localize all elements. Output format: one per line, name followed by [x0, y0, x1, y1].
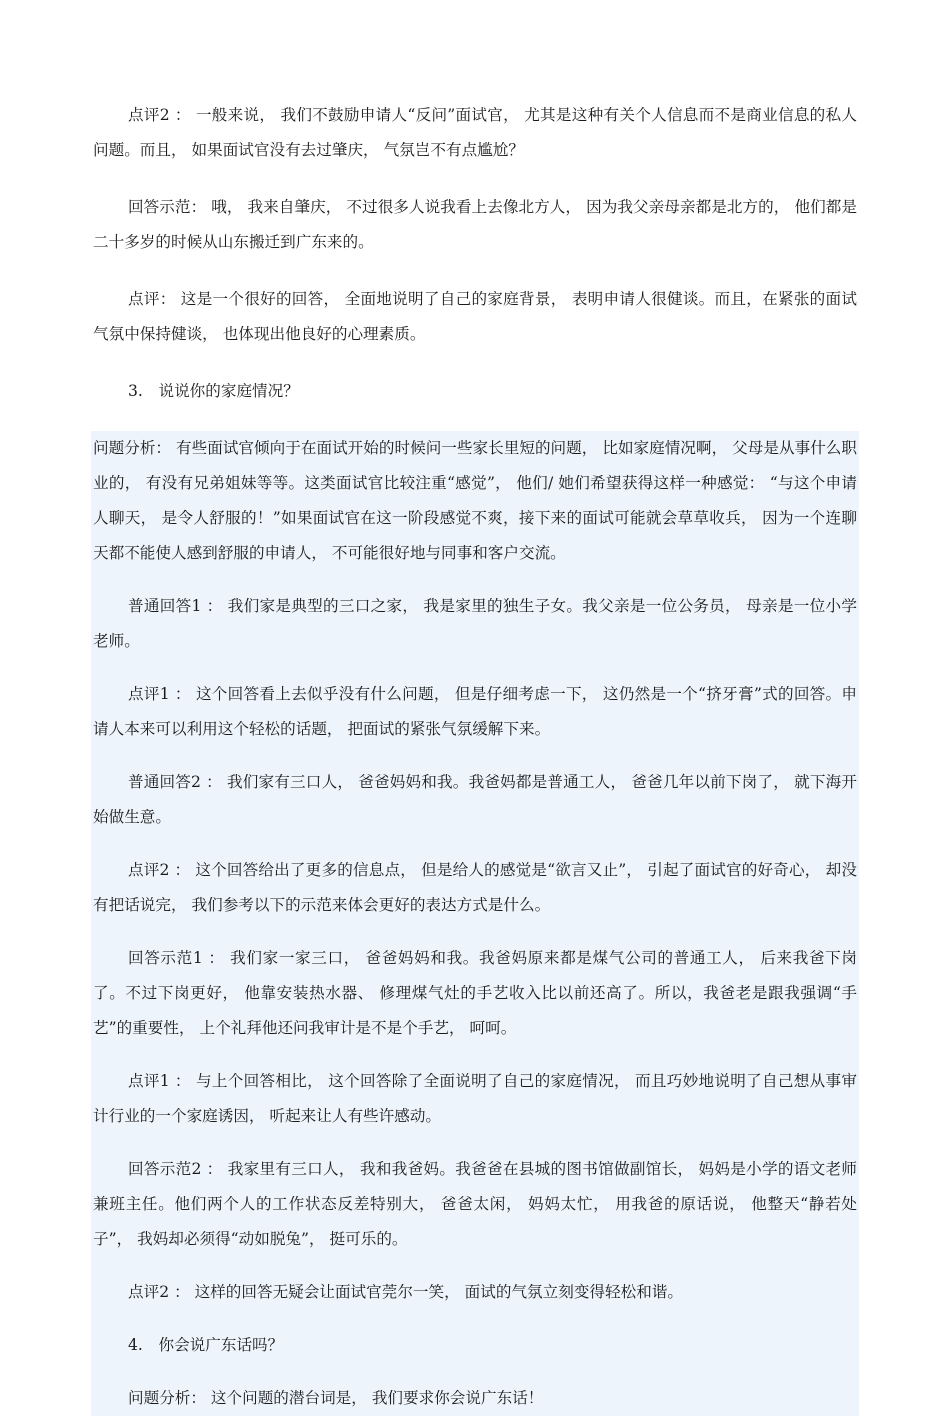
- comment-1b-paragraph: 点评1 ： 与上个回答相比， 这个回答除了全面说明了自己的家庭情况， 而且巧妙地说明了自己想从事审计行业的一个家庭诱因， 听起来让人有些许感动。: [93, 1072, 857, 1125]
- normal-answer-2-paragraph: 普通回答2 ： 我们家有三口人， 爸爸妈妈和我。我爸妈都是普通工人， 爸爸几年以前下岗了， 就下海开始做生意。: [93, 773, 857, 826]
- sample-answer-2-paragraph: 回答示范2 ： 我家里有三口人， 我和我爸妈。我爸爸在县城的图书馆做副馆长， 妈妈是小学的语文老师兼班主任。他们两个人的工作状态反差特别大， 爸爸太闲， 妈妈太忙， 用我爸的原话说， 他整天“静若处子”， 我妈却必须得“动如脱兔”， 挺可乐的。: [93, 1160, 857, 1248]
- document-body: [93, 98, 857, 1416]
- sample-answer-1-paragraph: 回答示范1 ： 我们家一家三口， 爸爸妈妈和我。我爸妈原来都是煤气公司的普通工人， 后来我爸下岗了。不过下岗更好， 他靠安装热水器、 修理煤气灶的手艺收入比以前还高了。所以，我爸老是跟我强调“手艺”的重要性， 上个礼拜他还问我审计是不是个手艺， 呵呵。: [93, 949, 857, 1037]
- question-4-analysis-paragraph: 问题分析： 这个问题的潜台词是， 我们要求你会说广东话！: [128, 1389, 544, 1407]
- shaded-section: [91, 431, 859, 1416]
- question-3-heading: 3. 说说你的家庭情况？: [128, 382, 299, 400]
- comment-2c-paragraph: 点评2 ： 这样的回答无疑会让面试官莞尔一笑， 面试的气氛立刻变得轻松和谐。: [128, 1283, 683, 1301]
- question-analysis-paragraph: 问题分析： 有些面试官倾向于在面试开始的时候问一些家长里短的问题， 比如家庭情况啊， 父母是从事什么职业的， 有没有兄弟姐妹等等。这类面试官比较注重“感觉”， 他们/ 她们希望获得这样一种感觉： “与这个申请人聊天， 是令人舒服的！”如果面试官在这一阶段感觉不爽，接下来的面试可能就会草草收兵， 因为一个连聊天都不能使人感到舒服的申请人， 不可能很好地与同事和客户交流。: [93, 439, 857, 562]
- normal-answer-1-paragraph: 普通回答1 ： 我们家是典型的三口之家， 我是家里的独生子女。我父亲是一位公务员， 母亲是一位小学老师。: [93, 597, 857, 650]
- comment-1-paragraph: 点评1 ： 这个回答看上去似乎没有什么问题， 但是仔细考虑一下， 这仍然是一个“挤牙膏”式的回答。申请人本来可以利用这个轻松的话题， 把面试的紧张气氛缓解下来。: [93, 685, 857, 738]
- comment-2b-paragraph: 点评2 ： 这个回答给出了更多的信息点， 但是给人的感觉是“欲言又止”， 引起了面试官的好奇心， 却没有把话说完， 我们参考以下的示范来体会更好的表达方式是什么。: [93, 861, 857, 914]
- sample-answer-paragraph: 回答示范： 哦， 我来自肇庆， 不过很多人说我看上去像北方人， 因为我父亲母亲都是北方的， 他们都是二十多岁的时候从山东搬迁到广东来的。: [93, 198, 857, 251]
- question-4-heading: 4. 你会说广东话吗？: [128, 1336, 284, 1354]
- comment-paragraph: 点评： 这是一个很好的回答， 全面地说明了自己的家庭背景， 表明申请人很健谈。而且，在紧张的面试气氛中保持健谈， 也体现出他良好的心理素质。: [93, 290, 857, 343]
- comment-2-paragraph: 点评2 ： 一般来说， 我们不鼓励申请人“反问”面试官， 尤其是这种有关个人信息而不是商业信息的私人问题。而且， 如果面试官没有去过肇庆， 气氛岂不有点尴尬？: [93, 106, 857, 159]
